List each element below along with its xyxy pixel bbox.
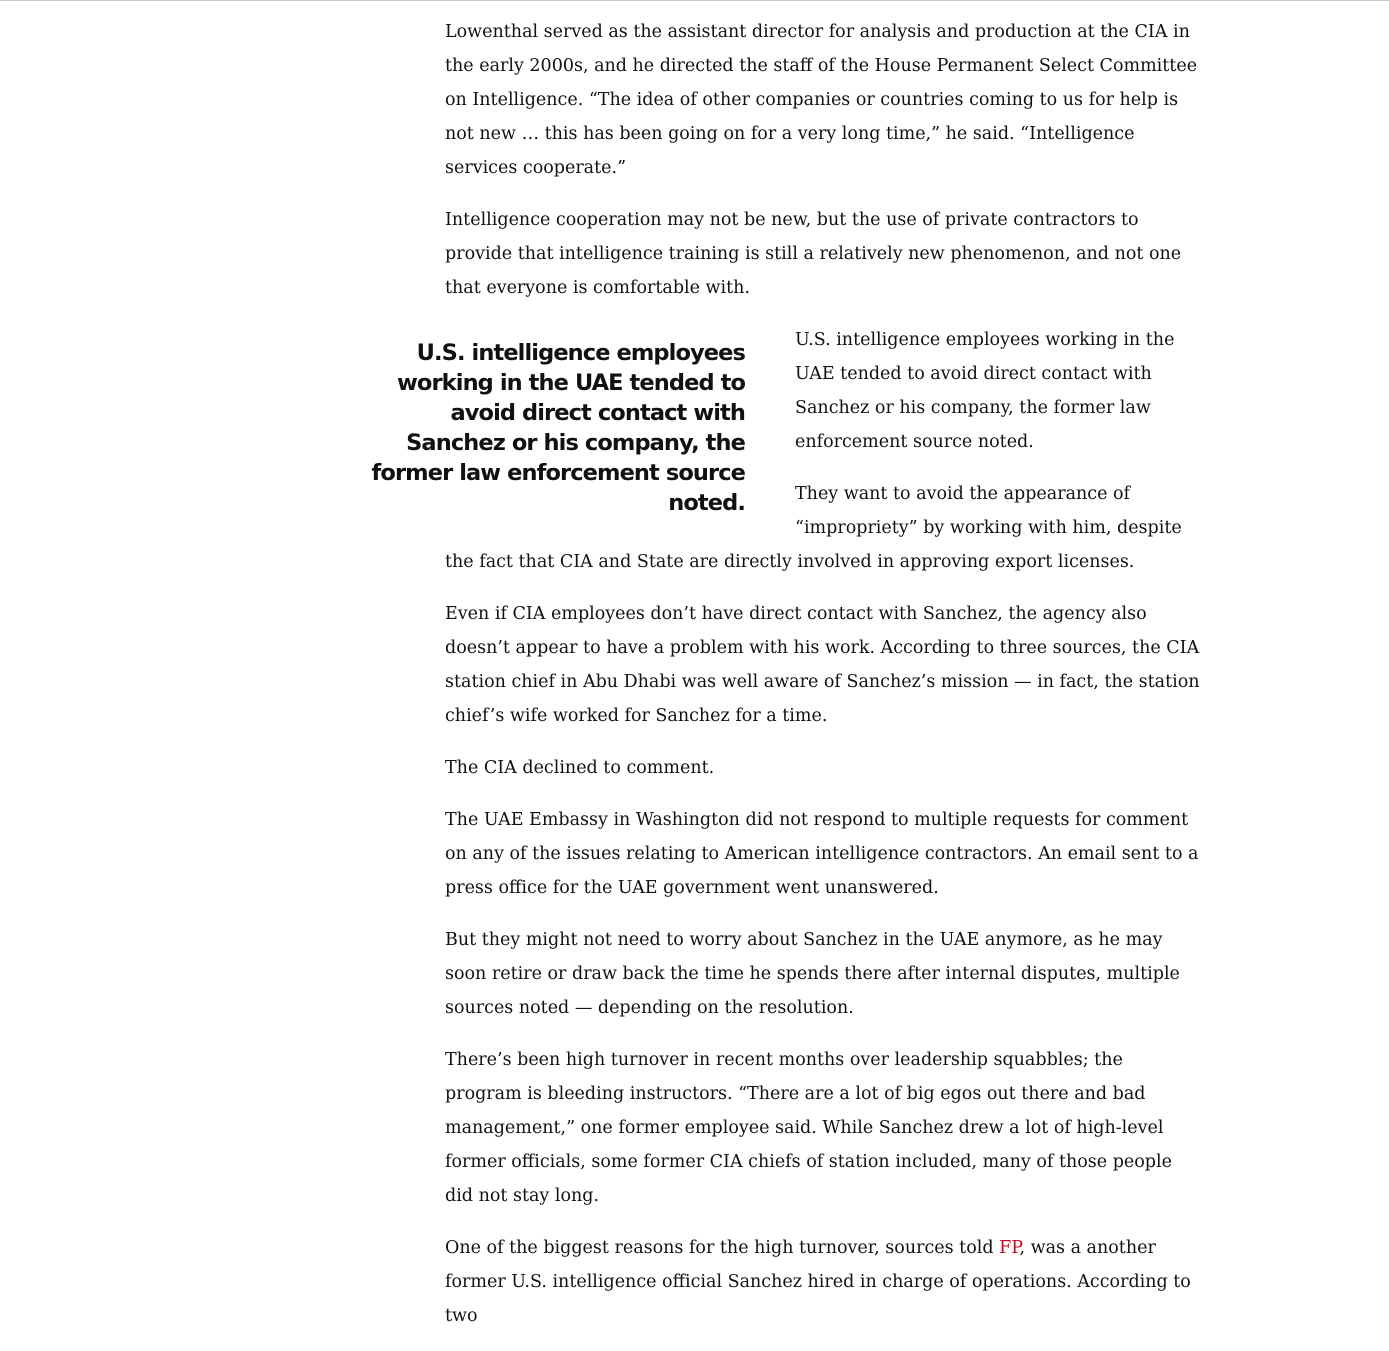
paragraph-uae-employees: U.S. intelligence employees working in the UAE tended to avoid direct contact with Sanchez or his company, the former law enforcement source noted. bbox=[795, 330, 1175, 452]
article-body bbox=[371, 15, 1205, 1351]
top-divider bbox=[0, 0, 1389, 1]
paragraph-sanchez-retire: But they might not need to worry about Sanchez in the UAE anymore, as he may soon retire or draw back the time he spends there after internal disputes, multiple sources noted — depending on the resolution. bbox=[445, 930, 1180, 1018]
paragraph-intelligence-cooperation: Intelligence cooperation may not be new, but the use of private contractors to provide that intelligence training is still a relatively new phenomenon, and not one that everyone is comfortable with. bbox=[445, 210, 1182, 298]
paragraph-biggest-reasons bbox=[445, 1231, 1205, 1333]
paragraph-cia-station-chief: Even if CIA employees don’t have direct contact with Sanchez, the agency also doesn’t appear to have a problem with his work. According to three sources, the CIA station chief in Abu Dhabi was well aware of Sanchez’s mission — in fact, the station chief’s wife worked for Sanchez for a time. bbox=[445, 604, 1200, 726]
paragraph-uae-embassy: The UAE Embassy in Washington did not respond to multiple requests for comment on any of the issues relating to American intelligence contractors. An email sent to a press office for the UAE government went unanswered. bbox=[445, 810, 1199, 898]
paragraph-biggest-reasons-text-2: , was a another former U.S. intelligence official Sanchez hired in charge of operations. According to two bbox=[445, 1238, 1191, 1326]
pull-quote: U.S. intelligence employees working in the UAE tended to avoid direct contact with Sanchez or his company, the former law enforcement source noted. bbox=[371, 340, 745, 516]
paragraph-high-turnover: There’s been high turnover in recent months over leadership squabbles; the program is bleeding instructors. “There are a lot of big egos out there and bad management,” one former employee said. While Sanchez drew a lot of high-level former officials, some former CIA chiefs of station included, many of those people did not stay long. bbox=[445, 1050, 1172, 1206]
paragraph-impropriety: They want to avoid the appearance of “impropriety” by working with him, despite the fact that CIA and State are directly involved in approving export licenses. bbox=[445, 484, 1182, 572]
fp-link[interactable]: FP bbox=[999, 1238, 1020, 1258]
paragraph-biggest-reasons-text-1: One of the biggest reasons for the high turnover, sources told bbox=[445, 1238, 1000, 1258]
paragraph-lowenthal: Lowenthal served as the assistant director for analysis and production at the CIA in the early 2000s, and he directed the staff of the House Permanent Select Committee on Intelligence. “The idea of other companies or countries coming to us for help is not new … this has been going on for a very long time,” he said. “Intelligence services cooperate.” bbox=[445, 22, 1198, 178]
paragraph-cia-declined: The CIA declined to comment. bbox=[445, 758, 715, 778]
